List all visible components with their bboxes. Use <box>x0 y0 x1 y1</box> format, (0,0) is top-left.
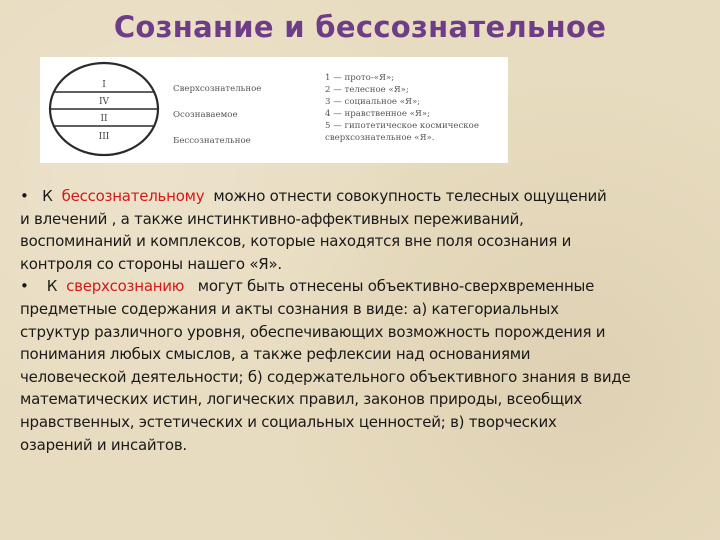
layer-label-conscious: Осознаваемое <box>173 110 238 120</box>
level-label-1: I <box>102 80 106 90</box>
layer-label-superconscious: Сверхсознательное <box>173 84 262 94</box>
legend-item-6: сверхсознательное «Я». <box>325 133 435 143</box>
bullet: • <box>20 277 29 296</box>
level-label-4: III <box>98 132 110 142</box>
paragraph-1-line-2: и влечений , а также инстинктивно-аффективных переживаний, <box>20 209 524 228</box>
diagram-svg <box>40 57 508 163</box>
paragraph-2-line-6: математических истин, логических правил, законов природы, всеобщих <box>20 390 583 409</box>
legend-item-2: 2 — телесное «Я»; <box>325 85 409 95</box>
paragraph-2-line-1 <box>20 275 712 298</box>
paragraph-1-line-1-rest: можно отнести совокупность телесных ощущений <box>213 187 607 205</box>
paragraph-2-line-1-rest: могут быть отнесены объективно-сверхвременные <box>197 277 595 296</box>
slide-title: Сознание и бессознательное <box>113 10 607 44</box>
legend-item-3: 3 — социальное «Я»; <box>325 97 421 107</box>
paragraph-1-line-1 <box>20 185 712 208</box>
level-label-2: IV <box>98 97 110 107</box>
paragraph-2-line-5: человеческой деятельности; б) содержательного объективного знания в виде <box>20 367 631 386</box>
paragraph-2-line-3: структур различного уровня, обеспечивающих возможность порождения и <box>20 322 606 341</box>
paragraph-1-line-4: контроля со стороны нашего «Я». <box>20 254 282 273</box>
consciousness-diagram <box>40 57 508 163</box>
highlight-unconscious: бессознательному <box>61 187 205 205</box>
bullet: • <box>20 187 29 205</box>
paragraph-2-line-8: озарений и инсайтов. <box>20 435 187 454</box>
highlight-superconscious: сверхсознанию <box>66 277 185 296</box>
level-label-3: II <box>100 114 108 124</box>
legend-item-1: 1 — прото-«Я»; <box>325 73 395 83</box>
paragraph-2-line-2: предметные содержания и акты сознания в виде: а) категориальных <box>20 299 559 318</box>
paragraph-2-lead: К <box>46 277 58 296</box>
paragraph-2-line-7: нравственных, эстетических и социальных ценностей; в) творческих <box>20 412 557 431</box>
paragraph-2-line-4: понимания любых смыслов, а также рефлексии над основаниями <box>20 345 531 364</box>
body-text <box>20 185 712 456</box>
paragraph-1-lead: К <box>42 187 53 205</box>
legend-item-5: 5 — гипотетическое космическое <box>325 121 479 131</box>
layer-label-unconscious: Бессознательное <box>173 136 251 146</box>
legend-item-4: 4 — нравственное «Я»; <box>325 109 431 119</box>
paragraph-1-line-3: воспоминаний и комплексов, которые находятся вне поля осознания и <box>20 232 572 251</box>
